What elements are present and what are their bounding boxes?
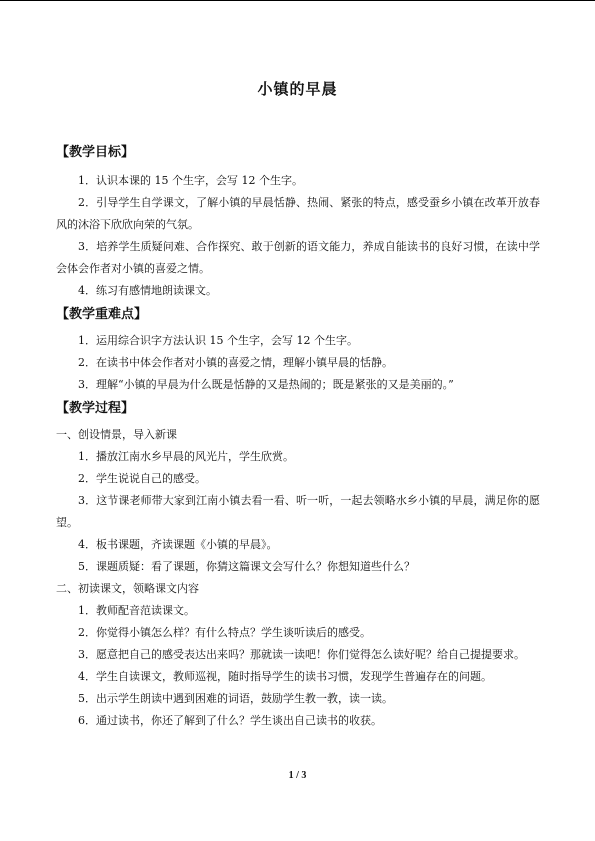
objectives-heading: 【教学目标】 xyxy=(56,145,135,160)
objective-item-4: 4．练习有感情地朗读课文。 xyxy=(78,284,217,297)
process-part1-item-4: 4．板书课题，齐读课题《小镇的早晨》。 xyxy=(78,538,278,551)
process-part1-label: 一、创设情景，导入新课 xyxy=(56,428,177,441)
process-part1-item-2: 2．学生说说自己的感受。 xyxy=(78,472,206,485)
document-body xyxy=(56,142,540,732)
process-part2-item-2: 2．你觉得小镇怎么样？有什么特点？学生谈听读后的感受。 xyxy=(78,626,371,639)
process-part1-item-1: 1．播放江南水乡早晨的风光片，学生欣赏。 xyxy=(78,450,294,463)
key-point-item-1: 1．运用综合识字方法认识 15 个生字，会写 12 个生字。 xyxy=(78,334,358,347)
process-part2-item-5: 5．出示学生朗读中遇到困难的词语，鼓励学生教一教，读一读。 xyxy=(78,692,393,705)
objective-item-1: 1．认识本课的 15 个生字，会写 12 个生字。 xyxy=(78,174,303,187)
key-point-item-3: 3．理解“小镇的早晨为什么既是恬静的又是热闹的；既是紧张的又是美丽的。” xyxy=(78,378,454,391)
process-part2-item-3: 3．愿意把自己的感受表达出来吗？那就读一读吧！你们觉得怎么读好呢？给自己提提要求。 xyxy=(78,648,525,661)
process-heading: 【教学过程】 xyxy=(56,401,135,416)
process-part2-item-1: 1．教师配音范读课文。 xyxy=(78,604,195,617)
key-point-item-2: 2．在读书中体会作者对小镇的喜爱之情，理解小镇早晨的恬静。 xyxy=(78,356,393,369)
top-rule xyxy=(0,0,595,1)
process-part1-item-3: 3．这节课老师带大家到江南小镇去看一看、听一听，一起去领略水乡小镇的早晨，满足你的愿望。 xyxy=(56,494,540,529)
process-part2-item-6: 6．通过读书，你还了解到了什么？学生谈出自己读书的收获。 xyxy=(78,714,382,727)
process-part2-label: 二、初读课文，领略课文内容 xyxy=(56,582,199,595)
objective-item-3: 3．培养学生质疑问难、合作探究、敢于创新的语文能力，养成自能读书的良好习惯，在读中学会体会作者对小镇的喜爱之情。 xyxy=(56,240,540,275)
objective-item-2: 2．引导学生自学课文，了解小镇的早晨恬静、热闹、紧张的特点，感受蚕乡小镇在改革开放春风的沐浴下欣欣向荣的气氛。 xyxy=(56,196,540,231)
document-title: 小镇的早晨 xyxy=(257,80,338,98)
page-number: 1 / 3 xyxy=(288,770,307,781)
process-part2-item-4: 4．学生自读课文，教师巡视，随时指导学生的读书习惯，发现学生普遍存在的问题。 xyxy=(78,670,492,683)
process-part1-item-5: 5．课题质疑：看了课题，你猜这篇课文会写什么？你想知道些什么？ xyxy=(78,560,415,573)
key-points-heading: 【教学重难点】 xyxy=(56,307,148,322)
